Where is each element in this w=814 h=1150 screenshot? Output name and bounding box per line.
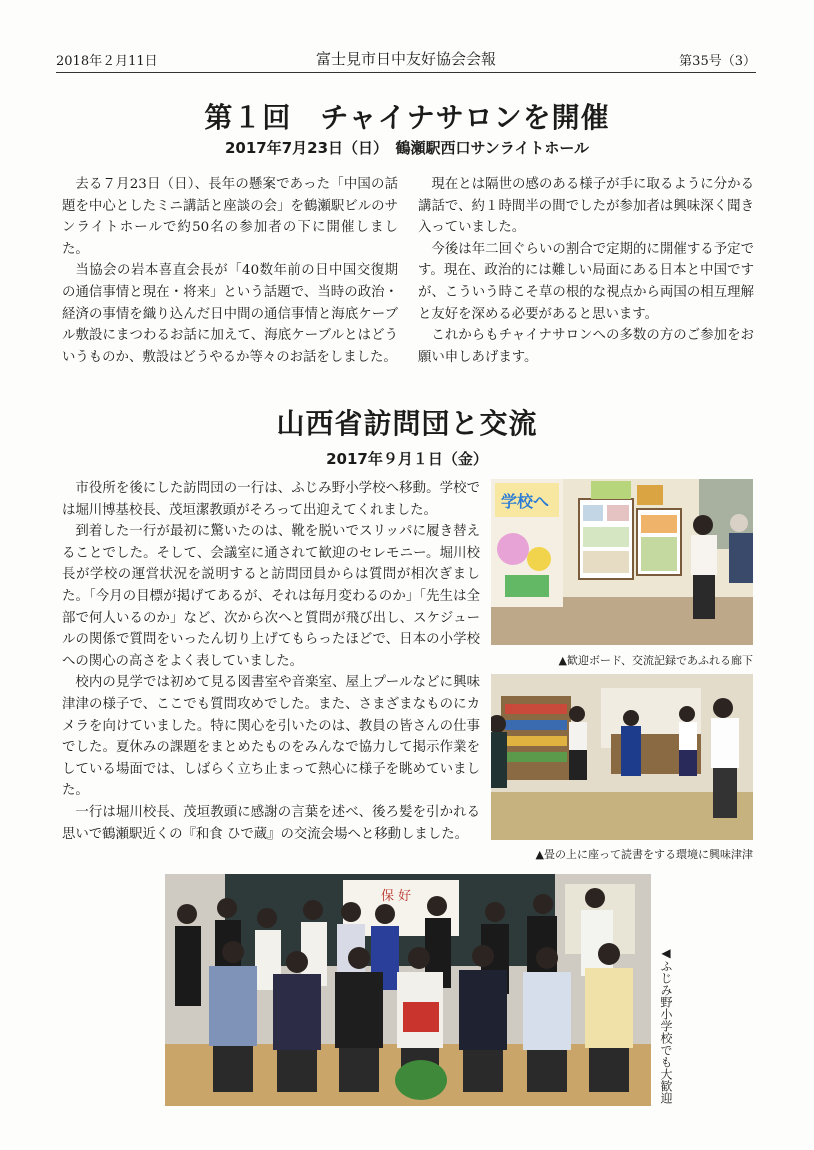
article1-paragraph: 現在とは隔世の感のある様子が手に取るように分かる講話で、約１時間半の間でしたが参加者は興味深く聞き入っていました。 <box>418 177 754 236</box>
issue-number: 第35号（3） <box>679 54 756 69</box>
article1-column-left <box>62 174 398 368</box>
library-photo-image <box>491 674 753 840</box>
welcome-sign-text: 学校へ <box>501 492 550 511</box>
article1-paragraph: 今後は年二回ぐらいの割合で定期的に開催する予定です。現在、政治的には難しい局面にある日本と中国ですが、こういう時こそ草の根的な視点から両国の相互理解と友好を深める必要があると思います。 <box>418 241 754 322</box>
article2-paragraph: 市役所を後にした訪問団の一行は、ふじみ野小学校へ移動。学校では堀川博基校長、茂垣潔教頭がそろって出迎えてくれました。 <box>62 481 480 518</box>
article2-title: 山西省訪問団と交流 <box>276 407 538 440</box>
group-photo-caption: ◀ふじみ野小学校でも大歓迎 <box>659 946 673 1104</box>
article1-paragraph: 去る７月23日（日）、長年の懸案であった「中国の話題を中心としたミニ講話と座談の会」を鶴瀬駅ビルのサンライトホールで約50名の参加者の下に開催しました。 <box>62 177 398 257</box>
article2-paragraph: 校内の見学では初めて見る図書室や音楽室、屋上プールなどに興味津津の様子で、ここでも質問攻めでした。また、さまざまなものにカメラを向けていました。特に関心を引いたのは、教員の皆さんの仕事でした。夏休みの課題をまとめたものをみんなで協力して掲示作業をしている場面では、しばらく立ち止まって熱心に様子を眺めていました。 <box>62 675 480 799</box>
issue-date: 2018年２月11日 <box>56 54 158 69</box>
article1-subtitle: 2017年7月23日（日） 鶴瀬駅西口サンライトホール <box>224 139 590 157</box>
article1-column-right <box>418 174 754 368</box>
page-header <box>56 48 756 73</box>
article1-paragraph: これからもチャイナサロンへの多数の方のご参加をお願い申しあげます。 <box>418 328 754 365</box>
group-photo-image <box>165 874 651 1106</box>
article2-subtitle: 2017年９月１日（金） <box>326 450 488 468</box>
article1-paragraph: 当協会の岩本喜直会長が「40数年前の日中国交復期の通信事情と現在・将来」という話題で、当時の政治・経済の事情を織り込んだ日中間の通信事情と海底ケーブル敷設にまつわるお話に加えて、海底ケーブルとはどういうものか、敷設はどうやるか等々のお話をしました。 <box>62 263 398 365</box>
hallway-photo <box>491 479 753 645</box>
library-photo <box>491 674 753 840</box>
hallway-caption: ▲歓迎ボード、交流記録であふれる廊下 <box>558 654 753 667</box>
article2-paragraph: 到着した一行が最初に驚いたのは、靴を脱いでスリッパに履き替えることでした。そして、会議室に通されて歓迎のセレモニー。堀川校長が学校の運営状況を説明すると訪問団員からは質問が相次ぎました。「今月の目標が掲げてあるが、それは毎月変わるのか」「先生は全部で何人いるのか」など、次から次へと質問が飛び出し、スケジュールの関係で質問をいったん切り上げてもらったほどで、日本の小学校への関心の高さをよく表していました。 <box>62 524 480 669</box>
article1-title: 第１回 チャイナサロンを開催 <box>204 101 610 134</box>
banner-text: 保 好 <box>381 889 412 904</box>
article2-paragraph: 一行は堀川校長、茂垣教頭に感謝の言葉を述べ、後ろ髪を引かれる思いで鶴瀬駅近くの『和食 ひで蔵』の交流会場へと移動しました。 <box>62 804 480 842</box>
group-photo <box>165 874 651 1106</box>
article2-body <box>62 478 480 845</box>
library-caption: ▲畳の上に座って読書をする環境に興味津津 <box>535 848 753 861</box>
newsletter-title: 富士見市日中友好協会会報 <box>316 50 497 68</box>
hallway-photo-image <box>491 479 753 645</box>
